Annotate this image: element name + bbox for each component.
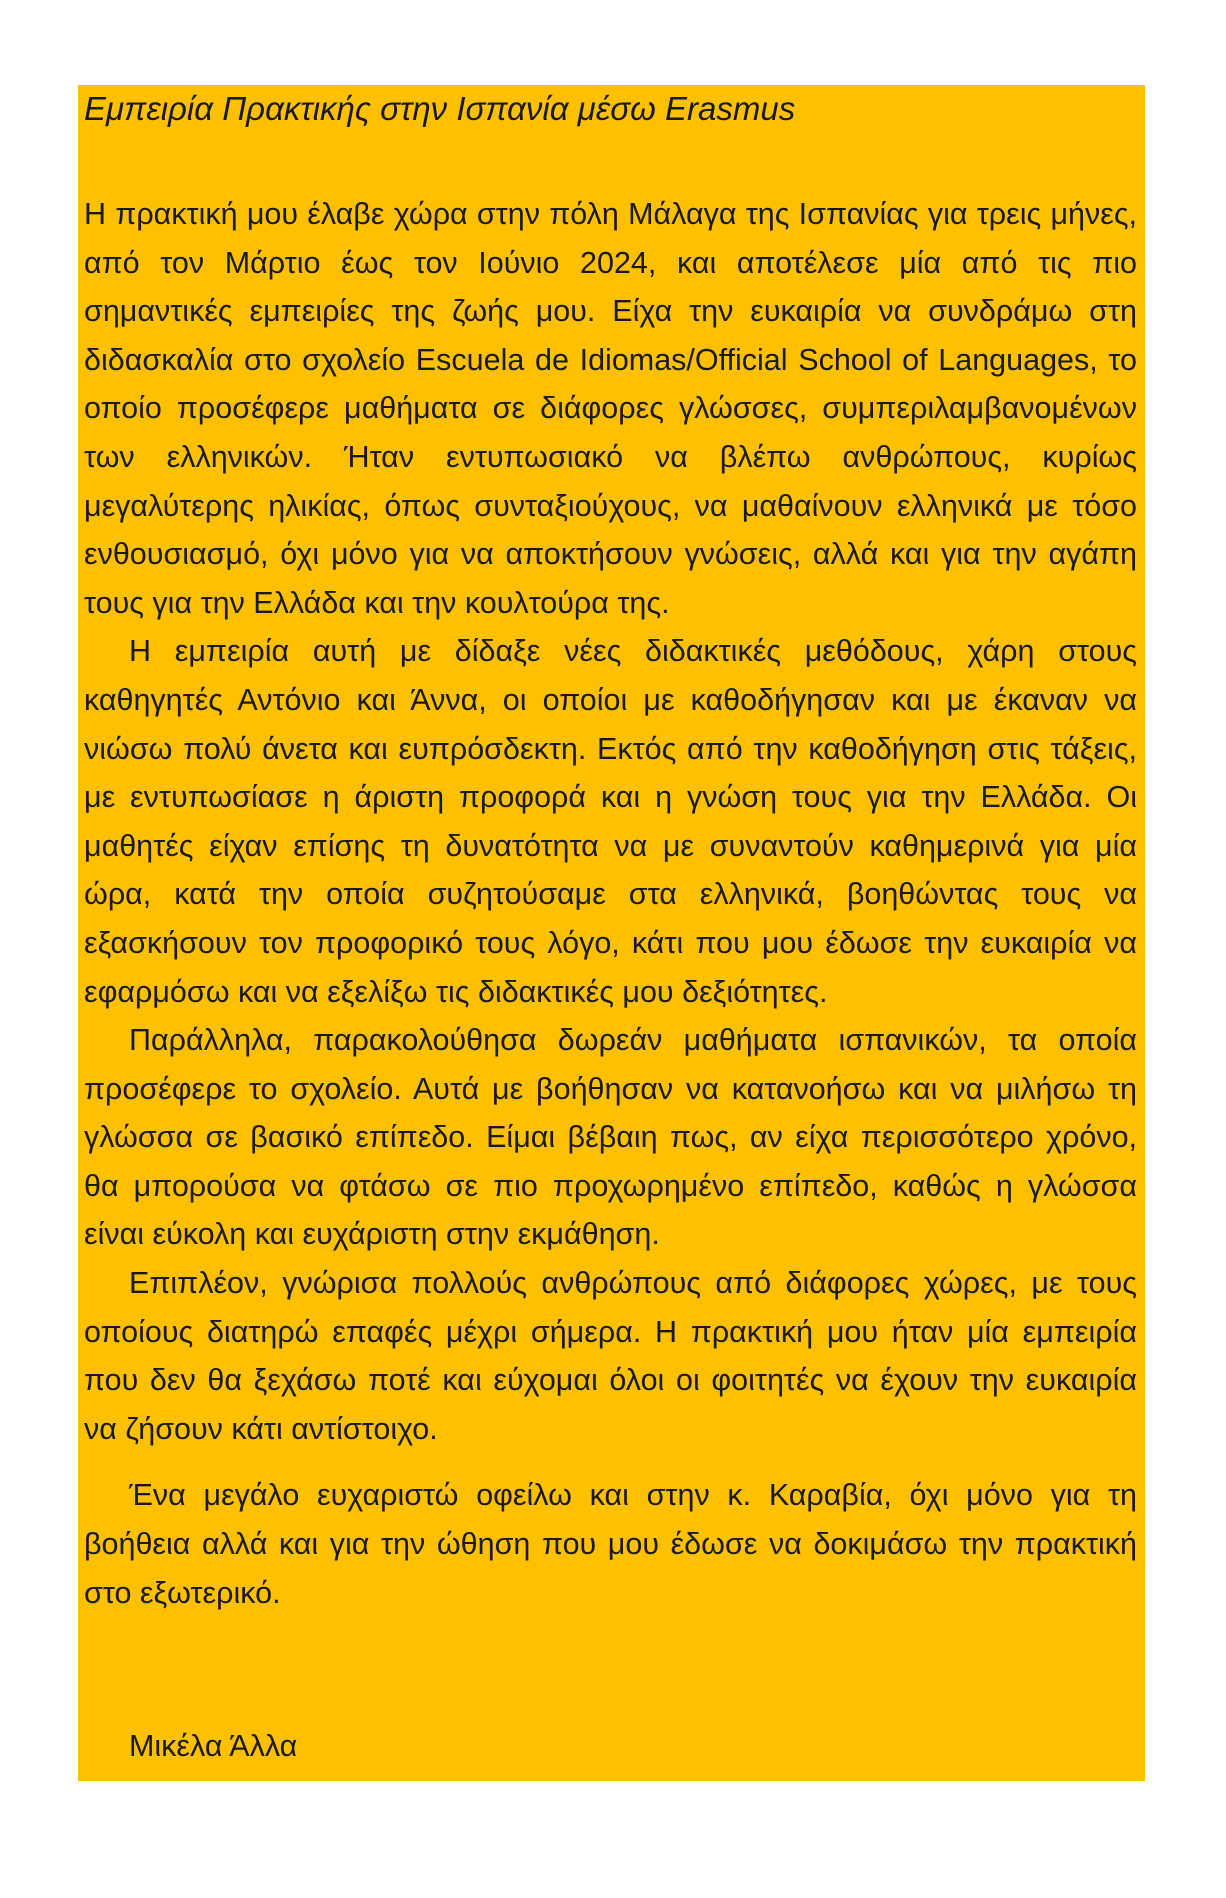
paragraph-2: Η εμπειρία αυτή με δίδαξε νέες διδακτικές μεθόδους, χάρη στους καθηγητές Αντόνιο και Άννα, οι οποίοι με καθοδήγησαν και με έκαναν να νιώσω πολύ άνετα και ευπρόσδεκτη. Εκτός από την καθοδήγηση στις τάξεις, με εντυπωσίασε η άριστη προφορά και η γνώση τους για την Ελλάδα. Οι μαθητές είχαν επίσης τη δυνατότητα να με συναντούν καθημερινά για μία ώρα, κατά την οποία συζητούσαμε στα ελληνικά, βοηθώντας τους να εξασκήσουν τον προφορικό τους λόγο, κάτι που μου έδωσε την ευκαιρία να εφαρμόσω και να εξελίξω τις διδακτικές μου δεξιότητες. xyxy=(84,634,1137,1009)
document-title: Εμπειρία Πρακτικής στην Ισπανία μέσω Erasmus xyxy=(84,90,796,127)
paragraph-4: Επιπλέον, γνώρισα πολλούς ανθρώπους από διάφορες χώρες, με τους οποίους διατηρώ επαφές μέχρι σήμερα. Η πρακτική μου ήταν μία εμπειρία που δεν θα ξεχάσω ποτέ και εύχομαι όλοι οι φοιτητές να έχουν την ευκαιρία να ζήσουν κάτι αντίστοιχο. xyxy=(84,1266,1137,1446)
article-body xyxy=(84,190,1137,1617)
paragraph-5: Ένα μεγάλο ευχαριστώ οφείλω και στην κ. Καραβία, όχι μόνο για τη βοήθεια αλλά και για την ώθηση που μου έδωσε να δοκιμάσω την πρακτική στο εξωτερικό. xyxy=(84,1478,1137,1610)
paragraph-3: Παράλληλα, παρακολούθησα δωρεάν μαθήματα ισπανικών, τα οποία προσέφερε το σχολείο. Αυτά με βοήθησαν να κατανοήσω και να μιλήσω τη γλώσσα σε βασικό επίπεδο. Είμαι βέβαιη πως, αν είχα περισσότερο χρόνο, θα μπορούσα να φτάσω σε πιο προχωρημένο επίπεδο, καθώς η γλώσσα είναι εύκολη και ευχάριστη στην εκμάθηση. xyxy=(84,1023,1137,1252)
paragraph-1: Η πρακτική μου έλαβε χώρα στην πόλη Μάλαγα της Ισπανίας για τρεις μήνες, από τον Μάρτιο έως τον Ιούνιο 2024, και αποτέλεσε μία από τις πιο σημαντικές εμπειρίες της ζωής μου. Είχα την ευκαιρία να συνδράμω στη διδασκαλία στο σχολείο Escuela de Idiomas/Official School of Languages, το οποίο προσέφερε μαθήματα σε διάφορες γλώσσες, συμπεριλαμβανομένων των ελληνικών. Ήταν εντυπωσιακό να βλέπω ανθρώπους, κυρίως μεγαλύτερης ηλικίας, όπως συνταξιούχους, να μαθαίνουν ελληνικά με τόσο ενθουσιασμό, όχι μόνο για να αποκτήσουν γνώσεις, αλλά και για την αγάπη τους για την Ελλάδα και την κουλτούρα της. xyxy=(84,197,1137,620)
author-signature: Μικέλα Άλλα xyxy=(129,1729,298,1763)
